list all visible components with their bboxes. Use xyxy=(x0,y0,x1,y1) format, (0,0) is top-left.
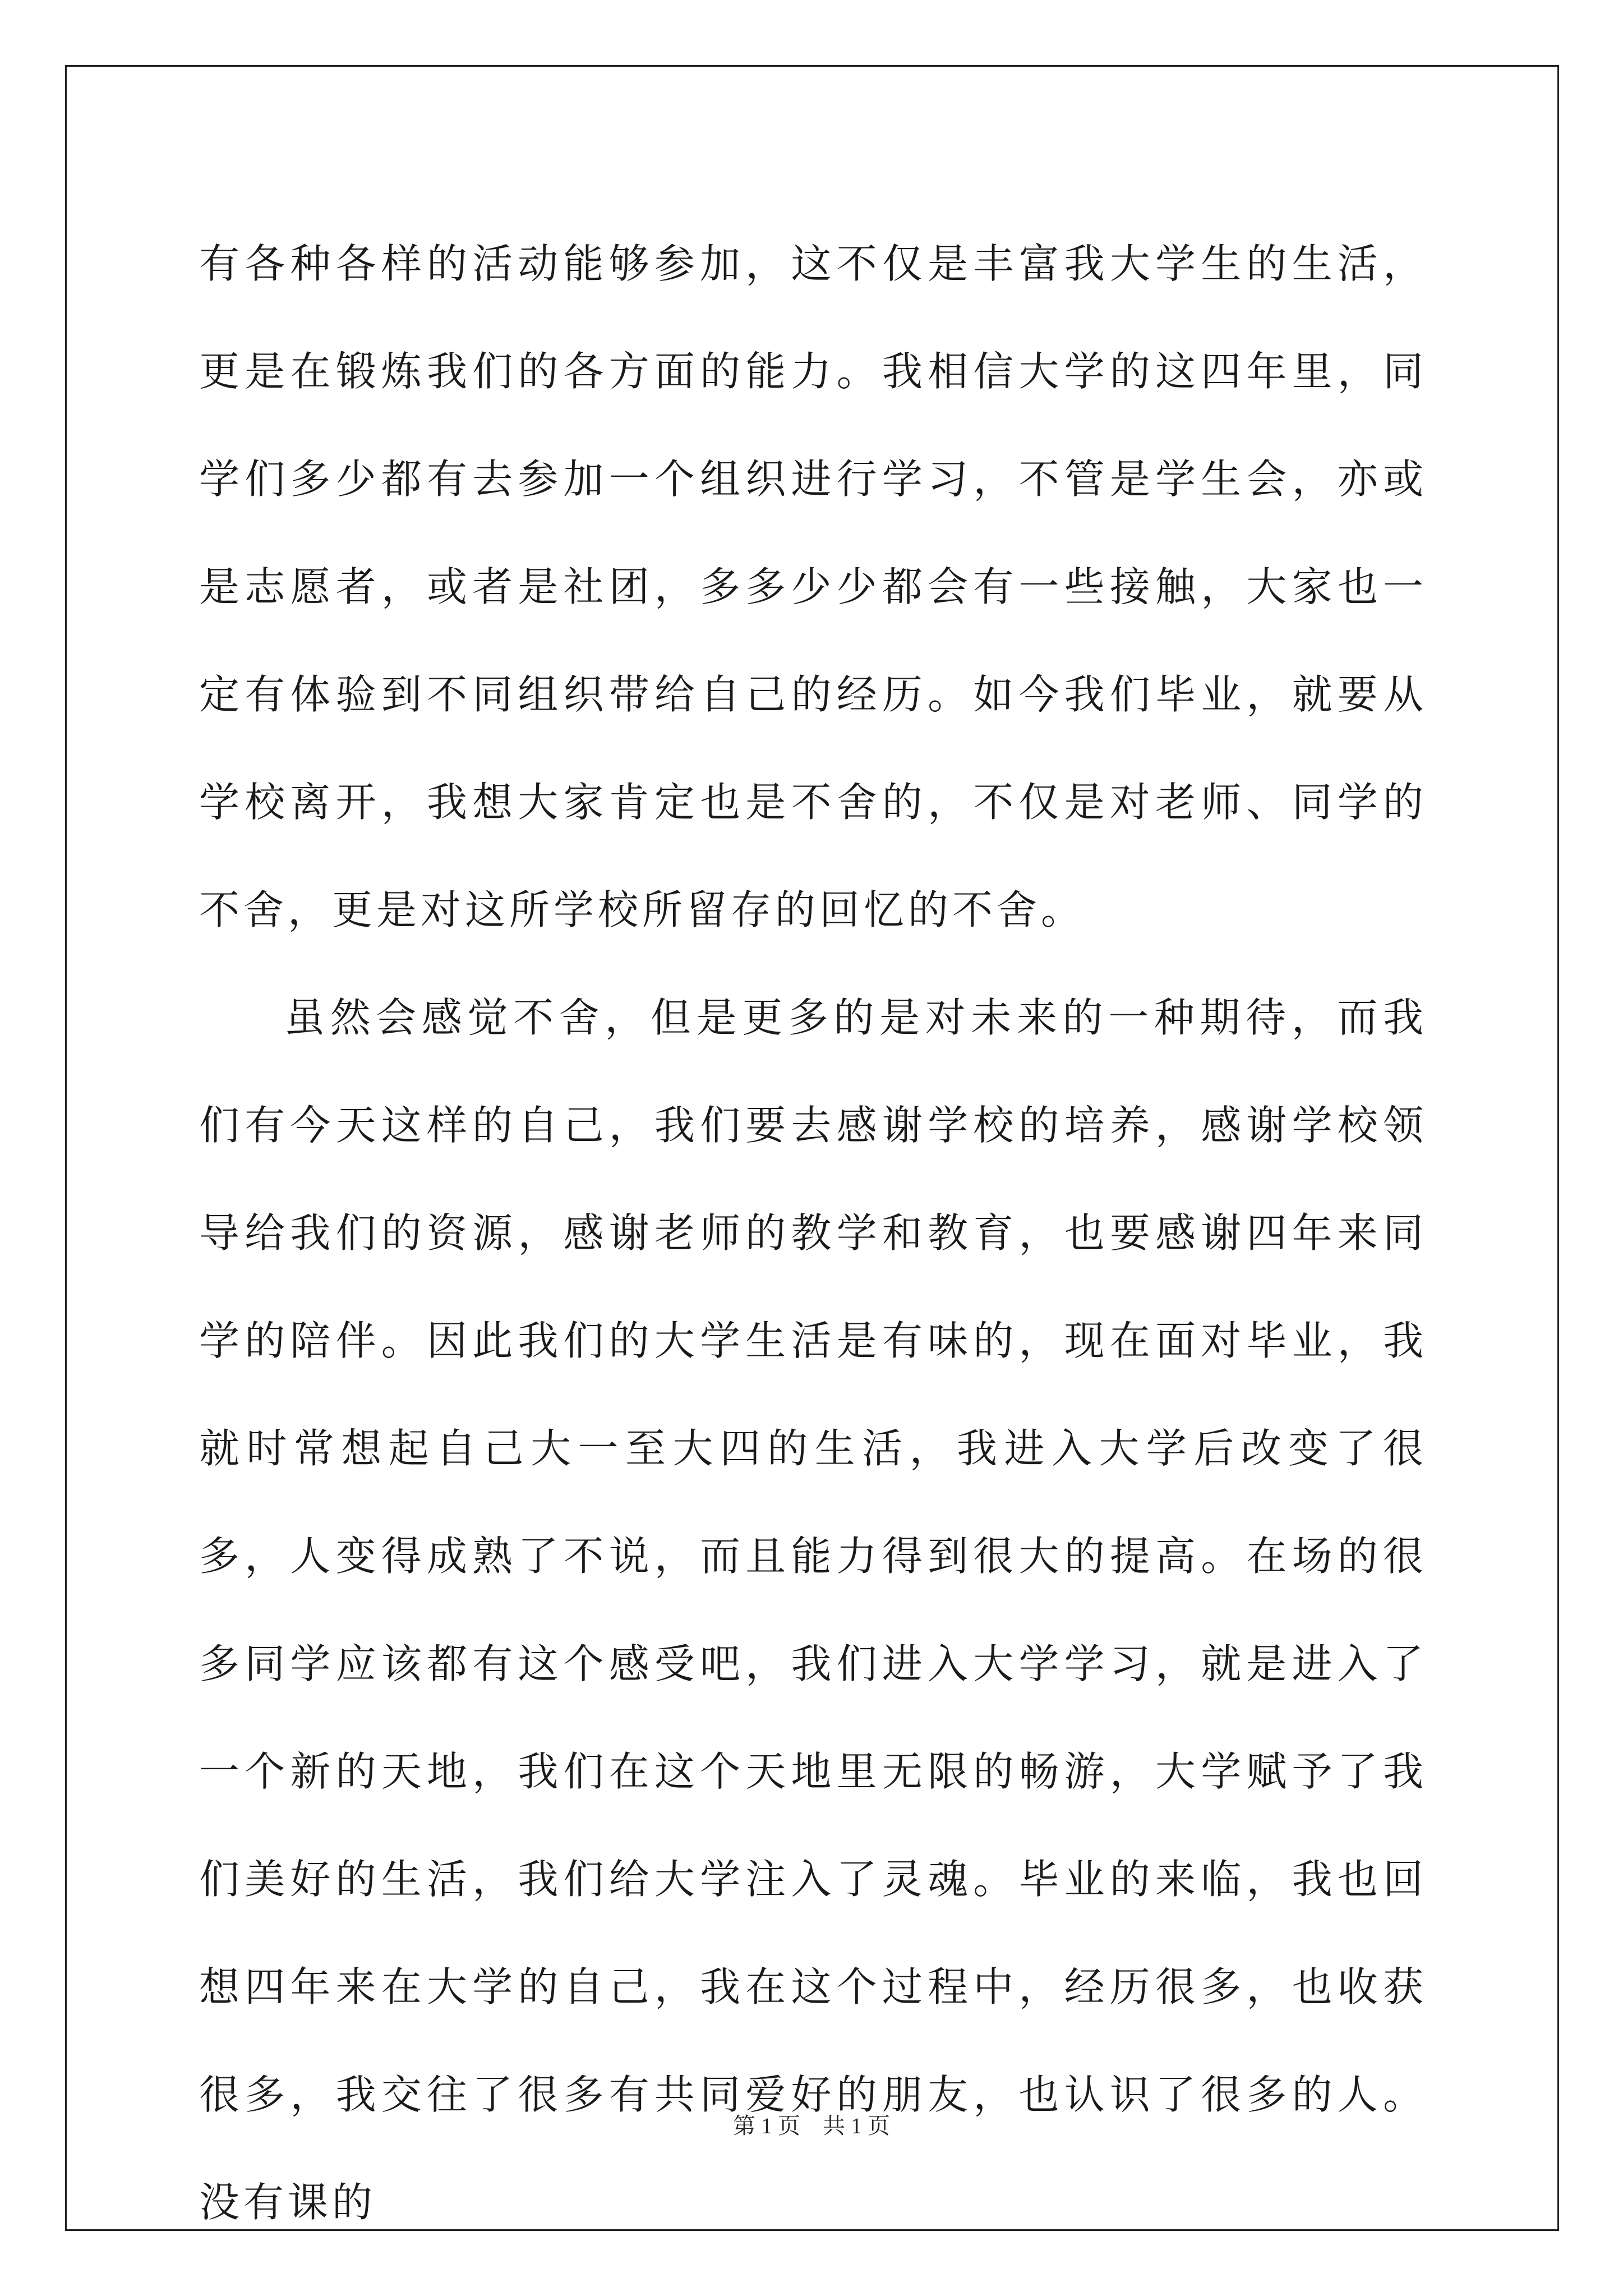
page-footer: 第 1 页 共 1 页 xyxy=(733,2113,890,2138)
document-body xyxy=(199,210,1427,2256)
paragraph-2: 虽然会感觉不舍，但是更多的是对未来的一种期待，而我们有今天这样的自己，我们要去感谢学校的培养，感谢学校领导给我们的资源，感谢老师的教学和教育，也要感谢四年来同学的陪伴。因此我们的大学生活是有味的，现在面对毕业，我就时常想起自己大一至大四的生活，我进入大学后改变了很多，人变得成熟了不说，而且能力得到很大的提高。在场的很多同学应该都有这个感受吧，我们进入大学学习，就是进入了一个新的天地，我们在这个天地里无限的畅游，大学赋予了我们美好的生活，我们给大学注入了灵魂。毕业的来临，我也回想四年来在大学的自己，我在这个过程中，经历很多，也收获很多，我交往了很多有共同爱好的朋友，也认识了很多的人。没有课的 xyxy=(199,994,1427,2226)
paragraph-1: 有各种各样的活动能够参加，这不仅是丰富我大学生的生活，更是在锻炼我们的各方面的能力。我相信大学的这四年里，同学们多少都有去参加一个组织进行学习，不管是学生会，亦或是志愿者，或者是社团，多多少少都会有一些接触，大家也一定有体验到不同组织带给自己的经历。如今我们毕业，就要从学校离开，我想大家肯定也是不舍的，不仅是对老师、同学的不舍，更是对这所学校所留存的回忆的不舍。 xyxy=(199,240,1427,933)
